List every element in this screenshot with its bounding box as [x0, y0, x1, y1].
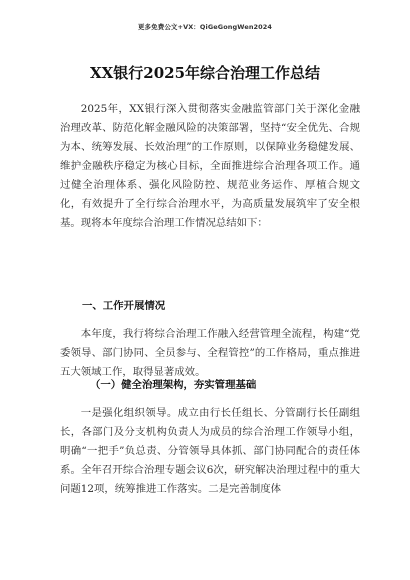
subsection-paragraph: 一是强化组织领导。成立由行长任组长、分管副行长任副组长，各部门及分支机构负责人为成员的综合治理工作领导小组，明确“一把手”负总责、分管领导具体抓、部门协同配合的责任体系。全年召开综合治理专题会议6次，研究解决治理过程中的重大问题12项，统筹推进工作落实。二是完善制度体	[60, 407, 360, 495]
subsection-heading-governance: （一）健全治理架构，夯实管理基础	[90, 379, 257, 391]
header-note: 更多免费公文+VX：QiGeGongWen2024	[137, 23, 273, 31]
document-title: XX银行2025年综合治理工作总结	[89, 64, 321, 82]
section-paragraph: 本年度，我行将综合治理工作融入经营管理全流程，构建“党委领导、部门协同、全员参与、全程管控”的工作格局，重点推进五大领域工作，取得显著成效。	[60, 328, 360, 378]
section-heading-work-progress: 一、工作开展情况	[82, 300, 166, 312]
intro-paragraph: 2025年，XX银行深入贯彻落实金融监管部门关于深化金融治理改革、防范化解金融风险的决策部署，坚持“安全优先、合规为本、统筹发展、长效治理”的工作原则，以保障业务稳健发展、维护金融秩序稳定为核心目标，全面推进综合治理各项工作。通过健全治理体系、强化风险防控、规范业务运作、厚植合规文化，有效提升了全行综合治理水平，为高质量发展筑牢了安全根基。现将本年度综合治理工作情况总结如下：	[60, 103, 360, 229]
